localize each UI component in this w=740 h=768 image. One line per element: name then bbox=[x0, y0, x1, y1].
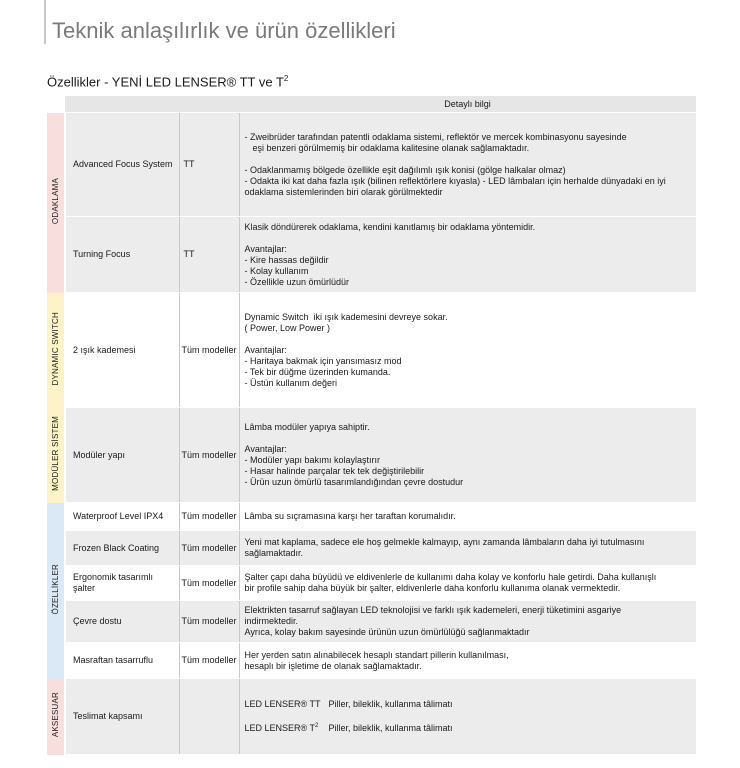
spec-table bbox=[47, 96, 696, 755]
info-cell: Lâmba su sıçramasına karşı her taraftan korumalıdır. bbox=[239, 503, 696, 531]
header-model-cell bbox=[179, 96, 239, 113]
header-empty-cell bbox=[47, 96, 65, 113]
subtitle-superscript: 2 bbox=[283, 74, 289, 83]
model-cell: TT bbox=[179, 217, 239, 293]
table-row bbox=[47, 293, 696, 408]
model-cell: Tüm modeller bbox=[179, 601, 239, 643]
header-info: Detaylı bilgi bbox=[239, 96, 696, 113]
table-row bbox=[47, 408, 696, 503]
table-row bbox=[47, 643, 696, 679]
model-cell bbox=[179, 679, 239, 755]
info-cell: Şalter çapı daha büyüdü ve eldivenlerle de kullanımı daha kolay ve konforlu hale getirdi. Daha kullanışlı bir profile sahip daha büyük bir şalter, eldivenlerle daha konforlu kullanıma olanak vermektedir. bbox=[239, 566, 696, 601]
feature-name: Masraftan tasarruflu bbox=[65, 643, 179, 679]
delivery-t2: LED LENSER® $T^2$ Piller, bileklik, kullanma tâlimatı bbox=[244, 723, 453, 733]
table-row bbox=[47, 679, 696, 755]
info-cell: Her yerden satın alınabilecek hesaplı standart pillerin kullanılması, hesaplı bir işletime de olanak sağlamaktadır. bbox=[239, 643, 696, 679]
table-row bbox=[47, 113, 696, 217]
model-cell: Tüm modeller bbox=[179, 293, 239, 408]
category-moduler-sistem: MODÜLER SİSTEM bbox=[47, 408, 65, 503]
info-cell bbox=[239, 679, 696, 755]
model-cell: Tüm modeller bbox=[179, 503, 239, 531]
info-cell: Klasik döndürerek odaklama, kendini kanıtlamış bir odaklama yöntemidir. Avantajlar: - Kire hassas değildir - Kolay kullanım - Özellikle uzun ömürlüdür bbox=[239, 217, 696, 293]
info-cell: Elektrikten tasarruf sağlayan LED teknolojisi ve farklı ışık kademeleri, enerji tüketimini asgariye indirmektedir. Ayrıca, kolay bakım sayesinde ürünün uzun ömürlülüğü sağlanmaktadır bbox=[239, 601, 696, 643]
page-title: Teknik anlaşılırlık ve ürün özellikleri bbox=[52, 18, 396, 43]
table-row bbox=[47, 601, 696, 643]
delivery-tt: LED LENSER® TT Piller, bileklik, kullanma tâlimatı bbox=[244, 699, 453, 709]
model-cell: Tüm modeller bbox=[179, 531, 239, 566]
category-dynamic-switch: DYNAMIC SWITCH bbox=[47, 293, 65, 408]
header-feature-cell bbox=[65, 96, 179, 113]
feature-name: 2 ışık kademesi bbox=[65, 293, 179, 408]
info-cell: Yeni mat kaplama, sadece ele hoş gelmekle kalmayıp, aynı zamanda lâmbaların daha iyi tutulmasını sağlamaktadır. bbox=[239, 531, 696, 566]
model-cell: Tüm modeller bbox=[179, 566, 239, 601]
category-ozellikler: ÖZELLİKLER bbox=[47, 503, 65, 679]
table-row bbox=[47, 566, 696, 601]
table-row bbox=[47, 217, 696, 293]
table-row bbox=[47, 503, 696, 531]
table-header bbox=[47, 96, 696, 113]
info-cell: Lâmba modüler yapıya sahiptir. Avantajlar: - Modüler yapı bakımı kolaylaştırır - Hasar halinde parçalar tek tek değiştirilebilir - Ürün uzun ömürlü tasarımlandığından çevre dostudur bbox=[239, 408, 696, 503]
feature-name: Frozen Black Coating bbox=[65, 531, 179, 566]
feature-name: Ergonomik tasarımlı şalter bbox=[65, 566, 179, 601]
subtitle-text: Özellikler - YENİ LED LENSER® TT ve T bbox=[47, 74, 284, 90]
feature-name: Advanced Focus System bbox=[65, 113, 179, 217]
info-cell: - Zweibrüder tarafından patentli odaklama sistemi, reflektör ve mercek kombinasyonu sayesinde eşi benzeri görülmemiş bir odaklama kalitesine olanak sağlamaktadır. - Odaklanmamış bölgede özellikle eşit dağılımlı ışık konisi (gölge halkalar olmaz) - Odakta iki kat daha fazla ışık (bilinen reflektörlere kıyasla) - LED lâmbaları için herhalde dünyadaki en iyi odaklama sistemlerinden biri olarak görülmektedir bbox=[239, 113, 696, 217]
feature-name: Modüler yapı bbox=[65, 408, 179, 503]
table-row bbox=[47, 531, 696, 566]
category-odaklama: ODAKLAMA bbox=[47, 113, 65, 293]
section-subtitle bbox=[47, 74, 288, 89]
model-cell: TT bbox=[179, 113, 239, 217]
feature-name: Turning Focus bbox=[65, 217, 179, 293]
title-accent-bar bbox=[44, 0, 46, 44]
feature-name: Waterproof Level IPX4 bbox=[65, 503, 179, 531]
info-cell: Dynamic Switch iki ışık kademesini devreye sokar. ( Power, Low Power ) Avantajlar: - Haritaya bakmak için yansımasız mod - Tek bir düğme üzerinden kumanda. - Üstün kullanım değeri bbox=[239, 293, 696, 408]
model-cell: Tüm modeller bbox=[179, 643, 239, 679]
feature-name: Çevre dostu bbox=[65, 601, 179, 643]
category-aksesuar: AKSESUAR bbox=[47, 679, 65, 755]
model-cell: Tüm modeller bbox=[179, 408, 239, 503]
feature-name: Teslimat kapsamı bbox=[65, 679, 179, 755]
